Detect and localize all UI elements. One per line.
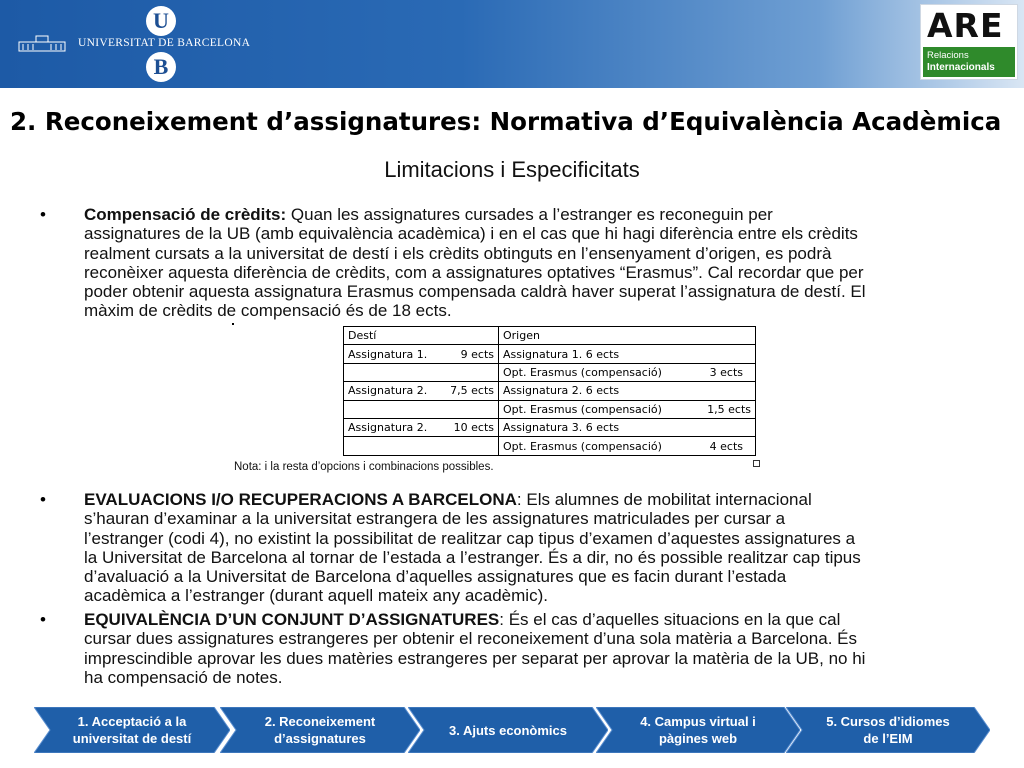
table-row (344, 418, 756, 436)
origen-cell (499, 400, 756, 418)
origen-name: Opt. Erasmus (compensació) (503, 402, 662, 416)
bullet-heading: Compensació de crèdits: (84, 205, 287, 224)
bullet-line: d’avaluació a la Universitat de Barcelona d’aquelles assignatures que es facin durant l’estada (84, 567, 787, 587)
origen-cell (499, 345, 756, 363)
nav-step-1[interactable] (34, 707, 230, 753)
bullet-line: acadèmica a l’estranger (durant aquell mateix any acadèmic). (84, 586, 548, 606)
bullet-marker: • (40, 205, 46, 224)
are-logo-line1: Relacions (927, 50, 969, 61)
nav-label-line1: 1. Acceptació a la (77, 714, 187, 729)
desti-name: Assignatura 2. (348, 421, 428, 435)
nav-step-4[interactable] (596, 707, 800, 753)
nav-step-label (408, 707, 608, 753)
bullet-line: s’hauran d’examinar a la universitat estrangera de les assignatures matriculades per cursar a (84, 509, 786, 529)
nav-step-label (596, 707, 800, 753)
bullet-line: : Els alumnes de mobilitat internacional (516, 490, 812, 509)
bullet-line: la Universitat de Barcelona al tornar de l’estada a l’estranger. És a dir, no és possible realitzar cap tipus (84, 547, 861, 567)
origen-name: Assignatura 1. 6 ects (503, 347, 620, 361)
nav-label-line1: 2. Reconeixement (264, 714, 376, 729)
desti-cell (344, 437, 499, 455)
origen-name: Assignatura 2. 6 ects (503, 384, 620, 398)
nav-label-line1: 3. Ajuts econòmics (449, 722, 567, 738)
are-logo-band (923, 47, 1015, 77)
ub-letter-b: B (146, 52, 176, 82)
equivalence-table (343, 326, 756, 456)
nav-step-label (34, 707, 230, 753)
desti-cell (344, 400, 499, 418)
origen-cell (499, 418, 756, 436)
desti-cell (344, 363, 499, 381)
origen-cell (499, 382, 756, 400)
desti-cell (344, 418, 499, 436)
bullet-line: Quan les assignatures cursades a l’estranger es reconeguin per (286, 205, 773, 224)
bullet-heading: EQUIVALÈNCIA D’UN CONJUNT D’ASSIGNATURES (84, 610, 500, 629)
university-building-icon (18, 34, 66, 52)
table-header-desti: Destí (344, 327, 499, 345)
nav-label-line2: pàgines web (658, 731, 738, 746)
resize-handle (753, 460, 760, 467)
page-title: 2. Reconeixement d’assignatures: Normativa d’Equivalència Acadèmica (10, 107, 1002, 136)
page-subtitle: Limitacions i Especificitats (384, 157, 640, 182)
nav-step-label (220, 707, 420, 753)
origen-cell (499, 363, 756, 381)
nav-step-label (786, 707, 990, 753)
table-row (344, 363, 756, 381)
are-logo-line2: Internacionals (927, 62, 995, 73)
table-header-origen: Origen (499, 327, 756, 345)
table-row (344, 345, 756, 363)
desti-ects: 7,5 ects (450, 384, 494, 398)
nav-step-3[interactable] (408, 707, 608, 753)
university-logo[interactable] (18, 4, 258, 84)
origen-name: Opt. Erasmus (compensació) (503, 439, 662, 453)
origen-cell (499, 437, 756, 455)
bullet-line: : És el cas d’aquelles situacions en la que cal (499, 610, 841, 629)
bullet-line: ha compensació de notes. (84, 667, 283, 687)
table-row (344, 382, 756, 400)
origen-ects: 3 ects (709, 365, 743, 379)
bullet-line: cursar dues assignatures estrangeres per obtenir el reconeixement d’una sola matèria a Barcelona. És (84, 629, 857, 649)
table-note: Nota: i la resta d’opcions i combinacions possibles. (234, 461, 494, 473)
desti-name: Assignatura 2. (348, 384, 428, 398)
desti-name: Assignatura 1. (348, 347, 428, 361)
nav-label-line2: d’assignatures (274, 731, 366, 746)
origen-ects: 4 ects (709, 439, 743, 453)
header-banner (0, 0, 1024, 88)
bullet-equivalencia-conjunt (84, 610, 1004, 687)
desti-cell (344, 345, 499, 363)
stray-dot (232, 323, 234, 325)
desti-cell (344, 382, 499, 400)
bullet-line: imprescindible aprovar les dues matèries estrangeres per separat per aprovar la matèria de la UB, no hi (84, 648, 866, 668)
origen-ects: 1,5 ects (707, 402, 751, 416)
nav-label-line2: de l’EIM (863, 731, 913, 746)
bullet-line: màxim de crèdits de compensació és de 18 ects. (84, 301, 452, 321)
bullet-line: reconèixer aquesta diferència de crèdits, com a assignatures optatives “Erasmus”. Cal recordar que per (84, 262, 864, 282)
origen-name: Opt. Erasmus (compensació) (503, 365, 662, 379)
bullet-line: poder obtenir aquesta assignatura Erasmus compensada caldrà haver superat l’assignatura de destí. El (84, 282, 866, 302)
table-header-row (344, 327, 756, 345)
table-row (344, 437, 756, 455)
ub-letter-u: U (146, 6, 176, 36)
are-logo-title: ARE (927, 6, 1004, 45)
bullet-evaluacions (84, 490, 1004, 606)
bullet-line: assignatures de la UB (amb equivalència acadèmica) i en el cas que hi hagi diferència entre els crèdits (84, 224, 858, 244)
university-name: UNIVERSITAT DE BARCELONA (78, 37, 251, 49)
nav-step-2[interactable] (220, 707, 420, 753)
nav-step-5[interactable] (786, 707, 990, 753)
desti-ects: 9 ects (460, 347, 494, 361)
bullet-line: realment cursats a la universitat de destí i els crèdits obtinguts en l’ensenyament d’origen, es podrà (84, 243, 832, 263)
nav-label-line2: universitat de destí (72, 731, 192, 746)
bullet-compensacio-credits (84, 205, 1004, 321)
table-row (344, 400, 756, 418)
are-logo[interactable] (920, 4, 1018, 80)
desti-ects: 10 ects (453, 421, 494, 435)
bullet-line: l’estranger (codi 4), no existint la possibilitat de realitzar cap tipus d’examen d’aquestes assignatures a (84, 528, 856, 548)
bullet-marker: • (40, 490, 46, 509)
nav-label-line1: 4. Campus virtual i (640, 714, 756, 729)
bullet-heading: EVALUACIONS I/O RECUPERACIONS A BARCELONA (84, 490, 517, 509)
origen-name: Assignatura 3. 6 ects (503, 421, 620, 435)
nav-label-line1: 5. Cursos d’idiomes (826, 714, 950, 729)
bullet-marker: • (40, 610, 46, 629)
